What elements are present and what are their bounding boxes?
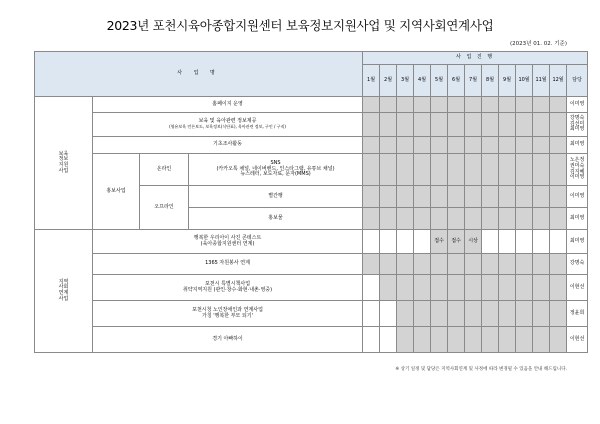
online-label: 온라인 xyxy=(140,154,189,186)
schedule-table xyxy=(34,51,588,353)
schedule-stage: 시상 xyxy=(465,230,482,254)
owner-name: 최미영 xyxy=(567,208,588,230)
business-name-with-detail xyxy=(93,113,363,137)
header-month: 7월 xyxy=(465,65,482,97)
reference-date: (2023년 01. 02. 기준) xyxy=(510,41,567,47)
owner-name: 정윤희 xyxy=(567,301,588,327)
header-month: 6월 xyxy=(448,65,465,97)
owner-name: 노은정 권미숙 김지혜 이미영 xyxy=(567,154,588,186)
business-name: 1365 자원봉사 연계 xyxy=(93,254,363,275)
header-month: 11월 xyxy=(533,65,550,97)
header-month: 9월 xyxy=(499,65,516,97)
business-name: 별간행 xyxy=(189,186,363,208)
header-month: 10월 xyxy=(516,65,533,97)
document-title: 2023년 포천시육아종합지원센터 보육정보지원사업 및 지역사회연계사업 xyxy=(106,18,494,33)
business-name: SNS (카카오톡 채널, 네이버밴드, 인스타그램, 유튜브 채널) 뉴스레터, 보도자료, 문자(MMS) xyxy=(189,154,363,186)
schedule-stage: 접수 xyxy=(448,230,465,254)
business-name: 기초조사활동 xyxy=(93,137,363,154)
header-owner: 담당 xyxy=(567,65,588,97)
owner-name: 이미영 xyxy=(567,97,588,113)
table-row xyxy=(35,154,588,186)
table-row xyxy=(35,230,588,254)
header-month: 3월 xyxy=(397,65,414,97)
owner-name: 강명숙 김선미 최미영 xyxy=(567,113,588,137)
table-row xyxy=(35,254,588,275)
footnote: ※ 상기 일정 및 담당은 지역사회연계 및 사정에 따라 변경될 수 있음을 안내 해드립니다. xyxy=(395,367,567,372)
owner-name: 강명숙 xyxy=(567,254,588,275)
owner-name: 최미영 xyxy=(567,137,588,154)
offline-label: 오프라인 xyxy=(140,186,189,230)
header-month: 4월 xyxy=(414,65,431,97)
table-row xyxy=(35,97,588,113)
header-month: 1월 xyxy=(363,65,380,97)
owner-name: 이현선 xyxy=(567,327,588,353)
header-month: 5월 xyxy=(431,65,448,97)
header-month: 8월 xyxy=(482,65,499,97)
table-row xyxy=(35,275,588,301)
category-childcare-info: 보육 정보 지원 사업 xyxy=(35,97,93,230)
promo-label: 홍보사업 xyxy=(93,154,140,230)
table-row xyxy=(35,301,588,327)
owner-name: 이현선 xyxy=(567,275,588,301)
business-name: 행복한 우리아이 사진 콘테스트 (육아종합지원센터 연계) xyxy=(93,230,363,254)
header-business-name: 사 업 명 xyxy=(35,52,363,97)
business-name: 홈페이지 운영 xyxy=(93,97,363,113)
table-row xyxy=(35,113,588,137)
business-name: 경기 아빠하이 xyxy=(93,327,363,353)
header-month: 12월 xyxy=(550,65,567,97)
table-row xyxy=(35,327,588,353)
business-detail: (영유보육 언론보도, 보육정보(식단표), 육아관련 정보, 구인 / 구직) xyxy=(169,124,286,130)
schedule-stage: 접수 xyxy=(431,230,448,254)
owner-name: 이미영 xyxy=(567,186,588,208)
category-community-link: 지역 사회 연계 사업 xyxy=(35,230,93,353)
header-progress: 사 업 진 행 xyxy=(363,52,588,65)
business-name: 포천시 특별시책사업 취약지역지원 (관인·창수·화현·내촌·영중) xyxy=(93,275,363,301)
business-name: 보육 및 육아관련 정보제공 xyxy=(198,118,257,125)
table-row xyxy=(35,137,588,154)
business-name: 포천시청 노인장애인과 연계사업 가칭 '행복한 부모 되기' xyxy=(93,301,363,327)
business-name: 홍보물 xyxy=(189,208,363,230)
header-month: 2월 xyxy=(380,65,397,97)
owner-name: 최미영 xyxy=(567,230,588,254)
